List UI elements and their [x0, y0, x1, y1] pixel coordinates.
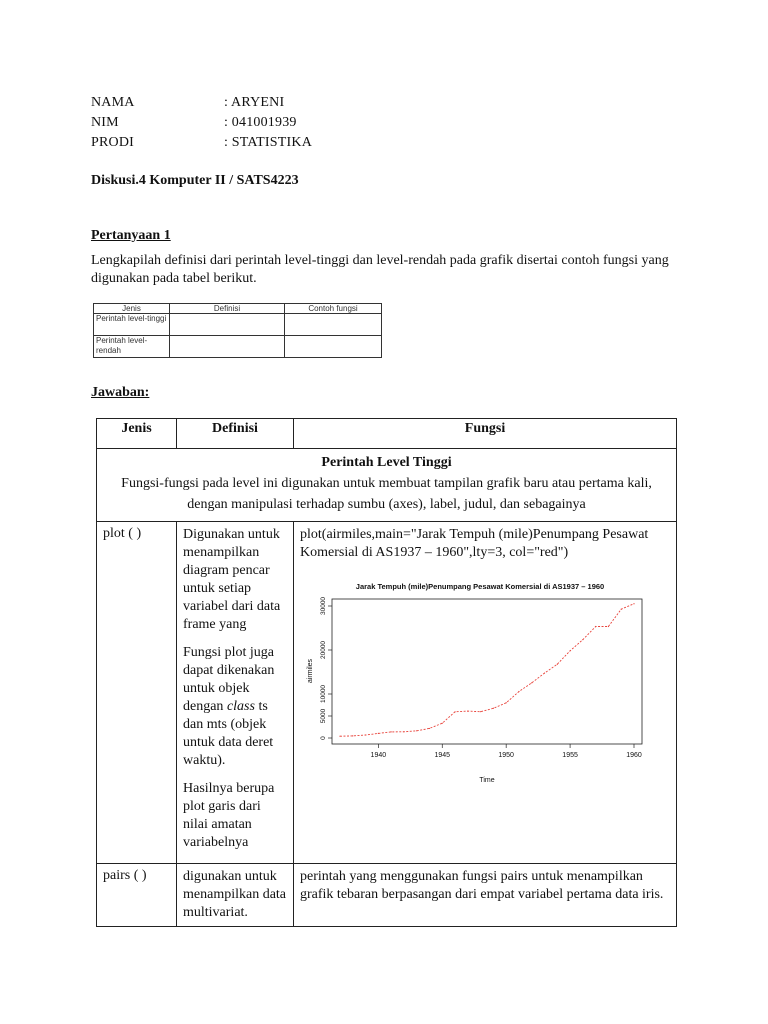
- plot-def-p1: Digunakan untuk menampilkan diagram pencar untuk setiap variabel dari data frame yang: [183, 527, 281, 632]
- airmiles-chart-svg: [302, 576, 658, 786]
- y-tick-label: 20000: [320, 640, 327, 660]
- data-point: [506, 702, 507, 703]
- data-point: [442, 723, 443, 724]
- data-point: [595, 626, 596, 627]
- at-header-fungsi: Fungsi: [294, 419, 677, 449]
- section-cell: [97, 449, 677, 522]
- x-axis-label: Time: [479, 777, 495, 784]
- plot-def-p2: [183, 644, 287, 770]
- question-text: Lengkapilah definisi dari perintah level-tinggi dan level-rendah pada grafik disertai contoh fungsi yang digunakan pada tabel berikut.: [91, 253, 669, 286]
- qt-cell: Perintah level-rendah: [94, 336, 170, 358]
- name-row: [91, 95, 285, 115]
- qt-cell: [285, 314, 382, 336]
- data-point: [569, 650, 570, 651]
- qt-cell: [170, 314, 285, 336]
- table-row: [94, 336, 382, 358]
- qt-cell: Perintah level-tinggi: [94, 314, 170, 336]
- discussion-heading: Diskusi.4 Komputer II / SATS4223: [91, 173, 299, 188]
- table-row: [97, 522, 677, 864]
- pairs-jenis: pairs ( ): [97, 864, 177, 927]
- nim-value: : 041001939: [224, 115, 297, 130]
- section-description: Fungsi-fungsi pada level ini digunakan untuk membuat tampilan grafik baru atau pertama kali, dengan manipulasi terhadap sumbu (axes), label, judul, dan sebagainya: [121, 476, 652, 512]
- plot-def-p2-a: Fungsi plot juga dapat dikenakan untuk objek dengan: [183, 645, 275, 714]
- data-point: [391, 731, 392, 732]
- answer-title: Jawaban:: [91, 385, 150, 400]
- data-point: [582, 639, 583, 640]
- qt-cell: [170, 336, 285, 358]
- pairs-definisi: digunakan untuk menampilkan data multivariat.: [177, 864, 294, 927]
- section-title: Perintah Level Tinggi: [321, 455, 452, 470]
- data-point: [493, 708, 494, 709]
- data-point: [557, 664, 558, 665]
- name-value: : ARYENI: [224, 95, 285, 110]
- prodi-row: [91, 135, 312, 155]
- table-row: [97, 864, 677, 927]
- data-point: [352, 735, 353, 736]
- prodi-label: PRODI: [91, 135, 135, 150]
- x-tick-label: 1960: [626, 752, 642, 759]
- data-point: [454, 711, 455, 712]
- qt-header-definisi: Definisi: [170, 304, 285, 314]
- data-point: [365, 734, 366, 735]
- data-point: [416, 730, 417, 731]
- data-point: [467, 711, 468, 712]
- plot-fungsi: [294, 522, 677, 864]
- plot-def-p3: Hasilnya berupa plot garis dari nilai amatan variabelnya: [183, 781, 275, 850]
- qt-header-jenis: Jenis: [94, 304, 170, 314]
- y-tick-label: 0: [320, 736, 327, 740]
- data-point: [518, 691, 519, 692]
- answer-table: [96, 418, 677, 927]
- data-point: [339, 736, 340, 737]
- qt-header-contoh: Contoh fungsi: [285, 304, 382, 314]
- chart-title: Jarak Tempuh (mile)Penumpang Pesawat Komersial di AS1937 – 1960: [355, 582, 605, 591]
- data-point: [429, 728, 430, 729]
- y-tick-label: 30000: [320, 596, 327, 616]
- question-table: [93, 303, 382, 358]
- y-tick-label: 10000: [320, 684, 327, 704]
- prodi-value: : STATISTIKA: [224, 135, 312, 150]
- pairs-fungsi: perintah yang menggunakan fungsi pairs untuk menampilkan grafik tebaran berpasangan dari empat variabel pertama data iris.: [294, 864, 677, 927]
- x-tick-label: 1950: [498, 752, 514, 759]
- name-label: NAMA: [91, 95, 135, 110]
- data-point: [480, 711, 481, 712]
- plot-jenis: plot ( ): [97, 522, 177, 864]
- y-tick-label: 5000: [320, 708, 327, 724]
- x-tick-label: 1955: [562, 752, 578, 759]
- data-point: [378, 733, 379, 734]
- plot-code: plot(airmiles,main="Jarak Tempuh (mile)Penumpang Pesawat Komersial di AS1937 – 1960",lty=3, col="red"): [300, 527, 649, 560]
- nim-label: NIM: [91, 115, 119, 130]
- x-tick-label: 1945: [434, 752, 451, 759]
- plot-frame: [332, 599, 642, 744]
- nim-row: [91, 115, 297, 135]
- x-tick-label: 1940: [370, 752, 387, 759]
- table-row: [94, 314, 382, 336]
- data-point: [531, 682, 532, 683]
- question-title: Pertanyaan 1: [91, 228, 171, 243]
- data-point: [621, 609, 622, 610]
- at-header-jenis: Jenis: [97, 419, 177, 449]
- plot-definisi: [177, 522, 294, 864]
- qt-cell: [285, 336, 382, 358]
- data-point: [403, 731, 404, 732]
- data-point: [633, 603, 634, 604]
- data-point: [544, 672, 545, 673]
- airmiles-chart: [302, 576, 670, 792]
- data-point: [608, 626, 609, 627]
- at-header-definisi: Definisi: [177, 419, 294, 449]
- y-axis-label: airmiles: [307, 658, 314, 684]
- series-line: [340, 604, 634, 737]
- plot-def-p2-c: ts dan mts (objek untuk data deret waktu).: [183, 699, 274, 768]
- plot-def-p2-class: class: [226, 699, 255, 714]
